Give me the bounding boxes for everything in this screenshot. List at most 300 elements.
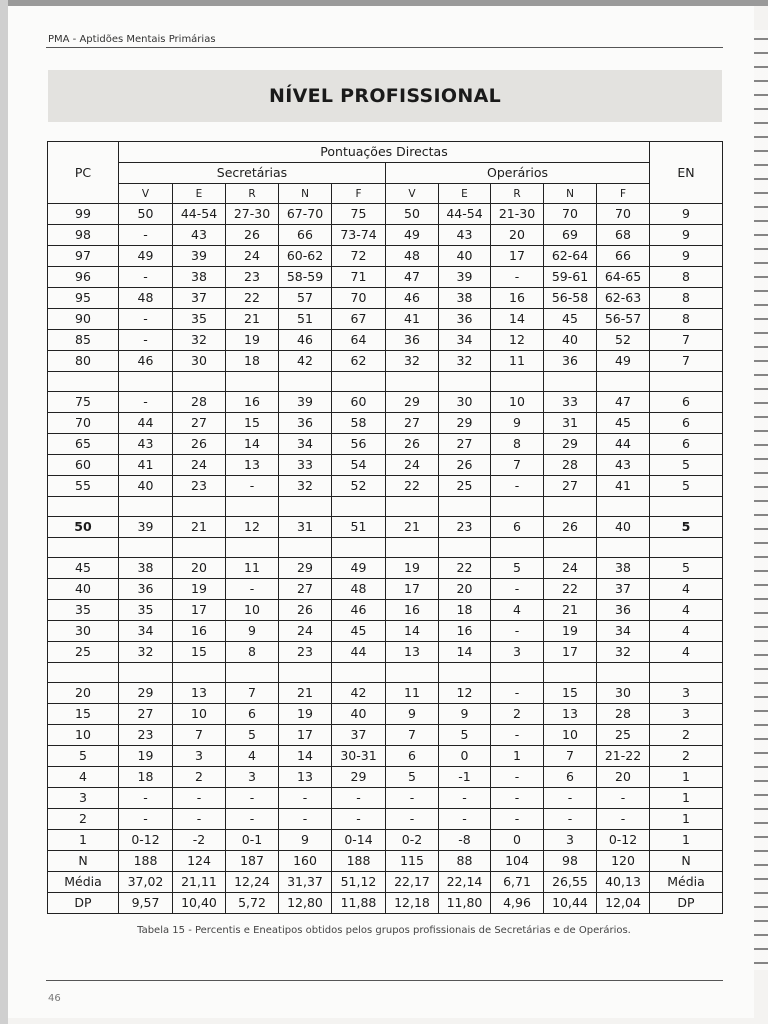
table-cell: 19 bbox=[173, 579, 226, 600]
table-cell: 38 bbox=[439, 288, 491, 309]
table-cell: 5 bbox=[650, 517, 723, 538]
table-cell: 6 bbox=[650, 434, 723, 455]
subheader-cell: N bbox=[544, 184, 597, 204]
table-cell: 15 bbox=[226, 413, 279, 434]
table-cell: 37 bbox=[597, 579, 650, 600]
table-cell: 46 bbox=[279, 330, 332, 351]
table-cell: 1 bbox=[650, 809, 723, 830]
table-cell: - bbox=[279, 809, 332, 830]
table-cell: 2 bbox=[173, 767, 226, 788]
table-cell: 32 bbox=[597, 642, 650, 663]
table-cell: 9 bbox=[226, 621, 279, 642]
stats-cell: 5,72 bbox=[226, 893, 279, 914]
table-cell: 42 bbox=[279, 351, 332, 372]
table-cell: 13 bbox=[279, 767, 332, 788]
table-cell: 26 bbox=[386, 434, 439, 455]
pc-header: PC bbox=[48, 142, 119, 204]
table-cell: 16 bbox=[226, 392, 279, 413]
spacer-cell bbox=[332, 538, 386, 558]
table-cell: 95 bbox=[48, 288, 119, 309]
table-cell: 36 bbox=[386, 330, 439, 351]
spacer-cell bbox=[386, 497, 439, 517]
table-cell: 72 bbox=[332, 246, 386, 267]
table-cell: 4 bbox=[650, 642, 723, 663]
spacer-cell bbox=[119, 497, 173, 517]
spacer-cell bbox=[544, 538, 597, 558]
table-cell: 7 bbox=[650, 351, 723, 372]
table-cell: 10 bbox=[48, 725, 119, 746]
stats-cell: 9,57 bbox=[119, 893, 173, 914]
table-cell: 5 bbox=[48, 746, 119, 767]
table-cell: 26 bbox=[226, 225, 279, 246]
spacer-cell bbox=[119, 538, 173, 558]
table-cell: -8 bbox=[439, 830, 491, 851]
table-cell: 48 bbox=[119, 288, 173, 309]
footer-rule bbox=[46, 980, 723, 981]
spacer-cell bbox=[279, 497, 332, 517]
table-cell: 36 bbox=[544, 351, 597, 372]
table-cell: 1 bbox=[650, 767, 723, 788]
table-cell: 30 bbox=[173, 351, 226, 372]
table-cell: 60 bbox=[48, 455, 119, 476]
table-cell: 24 bbox=[226, 246, 279, 267]
table-cell: 6 bbox=[386, 746, 439, 767]
table-cell: 20 bbox=[48, 683, 119, 704]
table-cell: 31 bbox=[279, 517, 332, 538]
table-cell: 20 bbox=[491, 225, 544, 246]
table-row bbox=[48, 434, 723, 455]
table-cell: 59-61 bbox=[544, 267, 597, 288]
table-row bbox=[48, 351, 723, 372]
stats-cell: 104 bbox=[491, 851, 544, 872]
table-cell: - bbox=[439, 788, 491, 809]
spacer-cell bbox=[386, 538, 439, 558]
table-row bbox=[48, 225, 723, 246]
table-cell: 6 bbox=[491, 517, 544, 538]
table-cell: 26 bbox=[544, 517, 597, 538]
spacer-cell bbox=[173, 372, 226, 392]
spacer-cell bbox=[48, 663, 119, 683]
table-cell: 41 bbox=[119, 455, 173, 476]
table-cell: 5 bbox=[386, 767, 439, 788]
table-cell: 71 bbox=[332, 267, 386, 288]
table-row bbox=[48, 600, 723, 621]
table-cell: 45 bbox=[544, 309, 597, 330]
table-cell: 66 bbox=[279, 225, 332, 246]
table-cell: 44-54 bbox=[439, 204, 491, 225]
table-cell: 3 bbox=[650, 704, 723, 725]
subheader-cell: E bbox=[439, 184, 491, 204]
table-cell: 14 bbox=[279, 746, 332, 767]
stats-cell: N bbox=[650, 851, 723, 872]
table-cell: 21 bbox=[544, 600, 597, 621]
stats-cell: Média bbox=[48, 872, 119, 893]
table-cell: 16 bbox=[386, 600, 439, 621]
spacer-cell bbox=[332, 663, 386, 683]
table-cell: 8 bbox=[650, 309, 723, 330]
table-cell: 12 bbox=[439, 683, 491, 704]
table-cell: 99 bbox=[48, 204, 119, 225]
stats-cell: 98 bbox=[544, 851, 597, 872]
table-cell: 13 bbox=[226, 455, 279, 476]
table-cell: 2 bbox=[48, 809, 119, 830]
table-cell: 70 bbox=[544, 204, 597, 225]
table-cell: 46 bbox=[332, 600, 386, 621]
table-cell: 15 bbox=[544, 683, 597, 704]
table-cell: 55 bbox=[48, 476, 119, 497]
table-cell: 0-12 bbox=[597, 830, 650, 851]
spacer-cell bbox=[491, 372, 544, 392]
table-cell: 25 bbox=[597, 725, 650, 746]
table-cell: 2 bbox=[650, 725, 723, 746]
table-cell: 40 bbox=[119, 476, 173, 497]
table-cell: 26 bbox=[279, 600, 332, 621]
table-cell: - bbox=[491, 809, 544, 830]
spacer-cell bbox=[597, 497, 650, 517]
table-cell: 18 bbox=[119, 767, 173, 788]
table-cell: 6 bbox=[650, 413, 723, 434]
table-cell: 19 bbox=[279, 704, 332, 725]
table-cell: 30-31 bbox=[332, 746, 386, 767]
table-cell: - bbox=[279, 788, 332, 809]
table-cell: 37 bbox=[332, 725, 386, 746]
table-cell: 32 bbox=[279, 476, 332, 497]
table-cell: - bbox=[119, 330, 173, 351]
spacer-row bbox=[48, 663, 723, 683]
table-cell: 39 bbox=[279, 392, 332, 413]
table-cell: 47 bbox=[386, 267, 439, 288]
table-cell: 10 bbox=[491, 392, 544, 413]
stats-cell: 10,40 bbox=[173, 893, 226, 914]
table-cell: 51 bbox=[279, 309, 332, 330]
table-cell: 4 bbox=[226, 746, 279, 767]
table-cell: 26 bbox=[173, 434, 226, 455]
table-cell: 34 bbox=[439, 330, 491, 351]
table-cell: 29 bbox=[544, 434, 597, 455]
table-cell: 16 bbox=[439, 621, 491, 642]
table-cell: 25 bbox=[48, 642, 119, 663]
spacer-cell bbox=[279, 663, 332, 683]
table-row bbox=[48, 788, 723, 809]
spacer-cell bbox=[650, 497, 723, 517]
table-cell: - bbox=[226, 788, 279, 809]
table-caption: Tabela 15 - Percentis e Eneatipos obtidos pelos grupos profissionais de Secretárias e de Operários. bbox=[137, 925, 631, 936]
subheader-cell: F bbox=[597, 184, 650, 204]
running-head: PMA - Aptidões Mentais Primárias bbox=[48, 34, 216, 45]
table-cell: 29 bbox=[439, 413, 491, 434]
table-cell: 38 bbox=[119, 558, 173, 579]
table-cell: 85 bbox=[48, 330, 119, 351]
spacer-cell bbox=[386, 663, 439, 683]
stats-cell: 188 bbox=[332, 851, 386, 872]
spacer-cell bbox=[119, 663, 173, 683]
table-cell: - bbox=[597, 788, 650, 809]
table-cell: 34 bbox=[597, 621, 650, 642]
table-cell: 7 bbox=[226, 683, 279, 704]
table-cell: 5 bbox=[650, 455, 723, 476]
table-cell: 80 bbox=[48, 351, 119, 372]
table-cell: 7 bbox=[386, 725, 439, 746]
stats-cell: 160 bbox=[279, 851, 332, 872]
table-cell: 36 bbox=[439, 309, 491, 330]
table-cell: 19 bbox=[386, 558, 439, 579]
table-cell: 22 bbox=[386, 476, 439, 497]
table-cell: 4 bbox=[650, 579, 723, 600]
table-cell: 3 bbox=[650, 683, 723, 704]
table-cell: 13 bbox=[386, 642, 439, 663]
table-header bbox=[48, 142, 723, 204]
table-row bbox=[48, 830, 723, 851]
table-cell: 41 bbox=[597, 476, 650, 497]
table-cell: 21-22 bbox=[597, 746, 650, 767]
table-cell: 7 bbox=[173, 725, 226, 746]
table-cell: 0 bbox=[491, 830, 544, 851]
subheader-cell: F bbox=[332, 184, 386, 204]
table-cell: 27 bbox=[544, 476, 597, 497]
spacer-cell bbox=[544, 663, 597, 683]
spacer-cell bbox=[650, 538, 723, 558]
table-cell: - bbox=[119, 788, 173, 809]
table-cell: 1 bbox=[48, 830, 119, 851]
stats-cell: 22,14 bbox=[439, 872, 491, 893]
table-cell: 28 bbox=[173, 392, 226, 413]
table-cell: 21 bbox=[173, 517, 226, 538]
table-cell: 35 bbox=[48, 600, 119, 621]
stats-cell: 12,04 bbox=[597, 893, 650, 914]
table-cell: 56-58 bbox=[544, 288, 597, 309]
table-row bbox=[48, 413, 723, 434]
table-cell: 15 bbox=[173, 642, 226, 663]
table-cell: 54 bbox=[332, 455, 386, 476]
table-cell: 8 bbox=[650, 267, 723, 288]
table-cell: 6 bbox=[650, 392, 723, 413]
table-cell: 3 bbox=[173, 746, 226, 767]
table-cell: 4 bbox=[491, 600, 544, 621]
table-cell: 22 bbox=[544, 579, 597, 600]
spacer-cell bbox=[119, 372, 173, 392]
table-cell: 62-63 bbox=[597, 288, 650, 309]
table-cell: 21-30 bbox=[491, 204, 544, 225]
table-cell: 1 bbox=[650, 830, 723, 851]
table-cell: 44 bbox=[597, 434, 650, 455]
table-cell: 11 bbox=[491, 351, 544, 372]
table-cell: 19 bbox=[544, 621, 597, 642]
table-cell: 43 bbox=[119, 434, 173, 455]
table-cell: 29 bbox=[119, 683, 173, 704]
table-cell: 23 bbox=[439, 517, 491, 538]
table-cell: 58-59 bbox=[279, 267, 332, 288]
table-cell: 45 bbox=[597, 413, 650, 434]
table-cell: - bbox=[491, 767, 544, 788]
table-cell: - bbox=[119, 392, 173, 413]
table-cell: 0-12 bbox=[119, 830, 173, 851]
stats-cell: 4,96 bbox=[491, 893, 544, 914]
table-cell: - bbox=[226, 809, 279, 830]
table-cell: - bbox=[491, 683, 544, 704]
table-cell: 17 bbox=[544, 642, 597, 663]
header-rule bbox=[46, 47, 723, 48]
table-row bbox=[48, 558, 723, 579]
spacer-cell bbox=[48, 372, 119, 392]
table-cell: -1 bbox=[439, 767, 491, 788]
spiral-binding bbox=[754, 30, 768, 970]
table-cell: 67-70 bbox=[279, 204, 332, 225]
table-row bbox=[48, 267, 723, 288]
table-row bbox=[48, 517, 723, 538]
table-cell: 96 bbox=[48, 267, 119, 288]
table-cell: 43 bbox=[439, 225, 491, 246]
stats-cell: 12,24 bbox=[226, 872, 279, 893]
subheader-cell: R bbox=[226, 184, 279, 204]
table-cell: 27 bbox=[279, 579, 332, 600]
table-cell: 40 bbox=[48, 579, 119, 600]
table-row bbox=[48, 725, 723, 746]
table-cell: 9 bbox=[439, 704, 491, 725]
table-cell: 7 bbox=[491, 455, 544, 476]
table-cell: 69 bbox=[544, 225, 597, 246]
table-cell: 70 bbox=[48, 413, 119, 434]
table-cell: 23 bbox=[119, 725, 173, 746]
spacer-cell bbox=[439, 372, 491, 392]
spacer-cell bbox=[226, 372, 279, 392]
table-cell: 5 bbox=[226, 725, 279, 746]
table-cell: 67 bbox=[332, 309, 386, 330]
table-cell: 17 bbox=[386, 579, 439, 600]
subheader-cell: R bbox=[491, 184, 544, 204]
table-cell: 36 bbox=[279, 413, 332, 434]
table-cell: 37 bbox=[173, 288, 226, 309]
table-cell: 32 bbox=[386, 351, 439, 372]
table-row bbox=[48, 476, 723, 497]
table-cell: 9 bbox=[491, 413, 544, 434]
table-cell: 46 bbox=[386, 288, 439, 309]
table-cell: - bbox=[119, 309, 173, 330]
table-cell: 43 bbox=[597, 455, 650, 476]
spacer-cell bbox=[439, 538, 491, 558]
spacer-cell bbox=[173, 538, 226, 558]
table-cell: 24 bbox=[544, 558, 597, 579]
table-cell: - bbox=[491, 579, 544, 600]
stats-cell: 188 bbox=[119, 851, 173, 872]
table-row bbox=[48, 246, 723, 267]
table-cell: 27 bbox=[439, 434, 491, 455]
table-cell: - bbox=[173, 809, 226, 830]
table-cell: 57 bbox=[279, 288, 332, 309]
stats-row bbox=[48, 872, 723, 893]
table-cell: 21 bbox=[279, 683, 332, 704]
subheader-cell: N bbox=[279, 184, 332, 204]
table-cell: 40 bbox=[439, 246, 491, 267]
table-cell: 1 bbox=[491, 746, 544, 767]
table-cell: 21 bbox=[386, 517, 439, 538]
spacer-cell bbox=[491, 663, 544, 683]
spacer-cell bbox=[597, 538, 650, 558]
spacer-cell bbox=[650, 372, 723, 392]
table-cell: 9 bbox=[386, 704, 439, 725]
spacer-cell bbox=[226, 497, 279, 517]
table-cell: 64-65 bbox=[597, 267, 650, 288]
spacer-cell bbox=[279, 538, 332, 558]
secretarias-header: Secretárias bbox=[119, 163, 386, 184]
stats-cell: 124 bbox=[173, 851, 226, 872]
stats-cell: 187 bbox=[226, 851, 279, 872]
table-cell: 13 bbox=[173, 683, 226, 704]
table-cell: 50 bbox=[48, 517, 119, 538]
table-cell: 48 bbox=[332, 579, 386, 600]
spacer-cell bbox=[650, 663, 723, 683]
table-cell: 32 bbox=[173, 330, 226, 351]
table-cell: 24 bbox=[173, 455, 226, 476]
operarios-header: Operários bbox=[386, 163, 650, 184]
stats-row bbox=[48, 893, 723, 914]
table-row bbox=[48, 455, 723, 476]
table-cell: 46 bbox=[119, 351, 173, 372]
table-cell: 9 bbox=[650, 225, 723, 246]
table-cell: - bbox=[544, 809, 597, 830]
table-cell: - bbox=[491, 788, 544, 809]
table-cell: 14 bbox=[491, 309, 544, 330]
table-cell: 28 bbox=[597, 704, 650, 725]
stats-cell: 12,18 bbox=[386, 893, 439, 914]
stats-cell: 37,02 bbox=[119, 872, 173, 893]
table-cell: 62-64 bbox=[544, 246, 597, 267]
table-cell: 8 bbox=[226, 642, 279, 663]
stats-cell: 21,11 bbox=[173, 872, 226, 893]
table-cell: - bbox=[491, 621, 544, 642]
table-cell: 50 bbox=[119, 204, 173, 225]
table-cell: 28 bbox=[544, 455, 597, 476]
table-cell: 3 bbox=[48, 788, 119, 809]
table-cell: 39 bbox=[439, 267, 491, 288]
spacer-cell bbox=[491, 538, 544, 558]
table-cell: 49 bbox=[597, 351, 650, 372]
table-cell: - bbox=[119, 267, 173, 288]
stats-cell: 6,71 bbox=[491, 872, 544, 893]
table-cell: 31 bbox=[544, 413, 597, 434]
table-cell: 23 bbox=[279, 642, 332, 663]
table-cell: 2 bbox=[650, 746, 723, 767]
table-cell: - bbox=[491, 476, 544, 497]
table-cell: 44 bbox=[332, 642, 386, 663]
table-cell: 36 bbox=[119, 579, 173, 600]
table-cell: 22 bbox=[439, 558, 491, 579]
table-cell: 24 bbox=[386, 455, 439, 476]
table-cell: 90 bbox=[48, 309, 119, 330]
stats-cell: 88 bbox=[439, 851, 491, 872]
norms-table bbox=[47, 141, 723, 914]
en-header: EN bbox=[650, 142, 723, 204]
spacer-cell bbox=[226, 538, 279, 558]
table-cell: 14 bbox=[439, 642, 491, 663]
table-cell: 3 bbox=[491, 642, 544, 663]
table-cell: - bbox=[119, 809, 173, 830]
stats-cell: 40,13 bbox=[597, 872, 650, 893]
subheader-row bbox=[48, 184, 723, 204]
table-cell: 6 bbox=[226, 704, 279, 725]
spacer-cell bbox=[439, 497, 491, 517]
table-cell: 18 bbox=[439, 600, 491, 621]
stats-cell: N bbox=[48, 851, 119, 872]
spacer-row bbox=[48, 372, 723, 392]
spacer-cell bbox=[332, 497, 386, 517]
table-cell: 17 bbox=[279, 725, 332, 746]
table-cell: 36 bbox=[597, 600, 650, 621]
table-cell: 39 bbox=[119, 517, 173, 538]
table-cell: 17 bbox=[491, 246, 544, 267]
stats-cell: 26,55 bbox=[544, 872, 597, 893]
table-cell: 45 bbox=[332, 621, 386, 642]
table-cell: 97 bbox=[48, 246, 119, 267]
